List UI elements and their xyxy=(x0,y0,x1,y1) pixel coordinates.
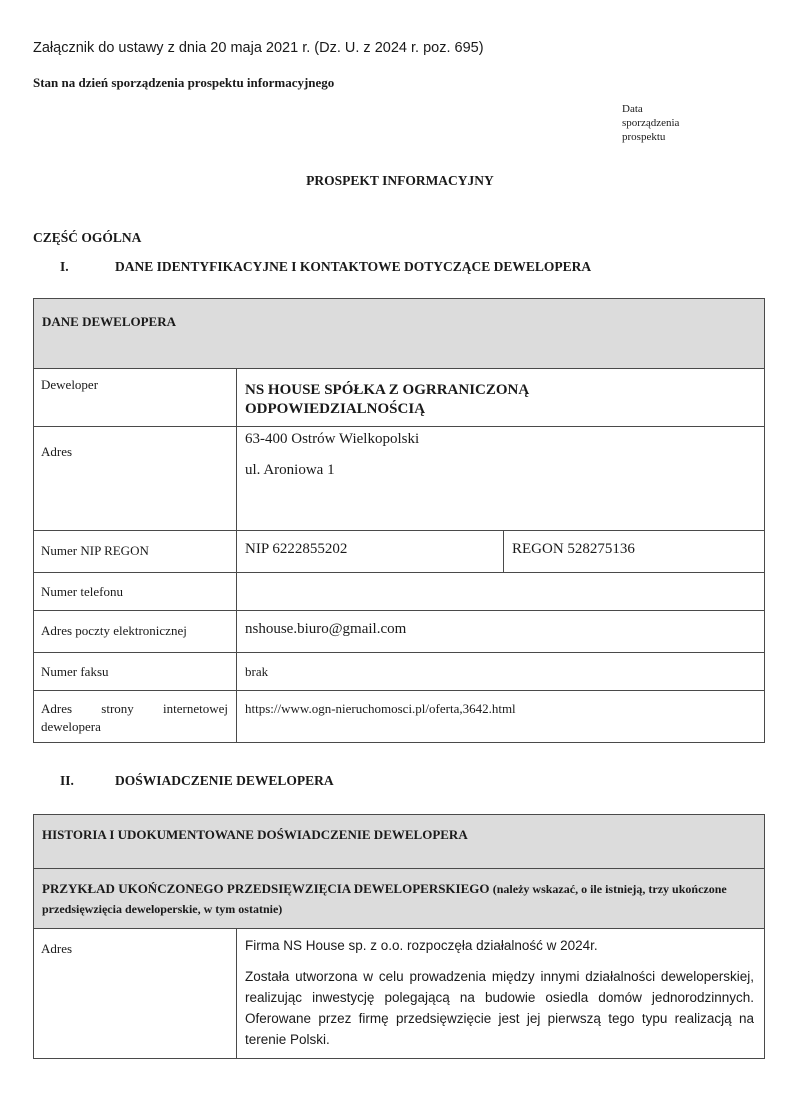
experience-paragraph: Została utworzona w celu prowadzenia między innymi działalności deweloperskiej, realizując inwestycję polegającą na budowie osiedla domów jednorodzinnych. Oferowane przez firmę przedsięwzięcie jest jej pierwszą tego typu realizacją na terenie Polski. xyxy=(245,969,754,1047)
table-subheader xyxy=(34,869,765,929)
table-row xyxy=(34,929,765,1059)
row-label-fax: Numer faksu xyxy=(34,653,237,691)
address-value xyxy=(237,427,765,531)
subheader-title: PRZYKŁAD UKOŃCZONEGO PRZEDSIĘWZIĘCIA DEWELOPERSKIEGO xyxy=(42,881,490,896)
address-line: ul. Aroniowa 1 xyxy=(245,462,335,478)
developer-data-table xyxy=(33,298,765,743)
regon-value: REGON 528275136 xyxy=(504,531,765,573)
website-value: https://www.ogn-nieruchomosci.pl/oferta,3642.html xyxy=(237,691,765,743)
date-label xyxy=(622,102,712,144)
date-label-line: sporządzenia xyxy=(622,117,680,129)
developer-name-line: NS HOUSE SPÓŁKA Z OGRRANICZONĄ xyxy=(245,382,530,398)
fax-value: brak xyxy=(237,653,765,691)
row-label-website: Adres strony internetowej dewelopera xyxy=(34,691,237,743)
table-row xyxy=(34,427,765,531)
section-2-number: II. xyxy=(60,773,74,788)
row-label-nip-regon: Numer NIP REGON xyxy=(34,531,237,573)
developer-name-line: ODPOWIEDZIALNOŚCIĄ xyxy=(245,401,426,417)
row-label-developer: Deweloper xyxy=(34,369,237,427)
nip-value: NIP 6222855202 xyxy=(237,531,504,573)
table-row xyxy=(34,531,765,573)
phone-value xyxy=(237,573,765,611)
row-label-address: Adres xyxy=(34,929,237,1059)
part-heading: CZĘŚĆ OGÓLNA xyxy=(33,230,142,245)
document-title: PROSPEKT INFORMACYJNY xyxy=(306,173,494,188)
date-label-line: prospektu xyxy=(622,131,666,143)
section-1-number: I. xyxy=(60,259,69,274)
table-row xyxy=(34,653,765,691)
address-line: 63-400 Ostrów Wielkopolski xyxy=(245,431,420,447)
table-row xyxy=(34,691,765,743)
email-value: nshouse.biuro@gmail.com xyxy=(237,611,765,653)
row-label-phone: Numer telefonu xyxy=(34,573,237,611)
experience-description xyxy=(237,929,765,1059)
annex-note: Załącznik do ustawy z dnia 20 maja 2021 r. (Dz. U. z 2024 r. poz. 695) xyxy=(33,40,484,56)
table-row xyxy=(34,573,765,611)
section-2-title: DOŚWIADCZENIE DEWELOPERA xyxy=(115,773,334,788)
subheader-note: (należy wskazać, o ile istnieją, trzy ukończone przedsięwzięcia deweloperskie, w tym ostatnie) xyxy=(42,882,727,916)
table-row xyxy=(34,369,765,427)
developer-name xyxy=(237,369,765,427)
row-label-address: Adres xyxy=(34,427,237,531)
table-header: HISTORIA I UDOKUMENTOWANE DOŚWIADCZENIE DEWELOPERA xyxy=(34,815,765,869)
table-header: DANE DEWELOPERA xyxy=(34,299,765,369)
state-note: Stan na dzień sporządzenia prospektu informacyjnego xyxy=(33,75,335,90)
experience-paragraph: Firma NS House sp. z o.o. rozpoczęła działalność w 2024r. xyxy=(245,938,598,953)
row-label-email: Adres poczty elektronicznej xyxy=(34,611,237,653)
developer-experience-table xyxy=(33,814,765,1059)
date-label-line: Data xyxy=(622,103,643,115)
table-row xyxy=(34,611,765,653)
section-1-title: DANE IDENTYFIKACYJNE I KONTAKTOWE DOTYCZĄCE DEWELOPERA xyxy=(115,259,592,274)
